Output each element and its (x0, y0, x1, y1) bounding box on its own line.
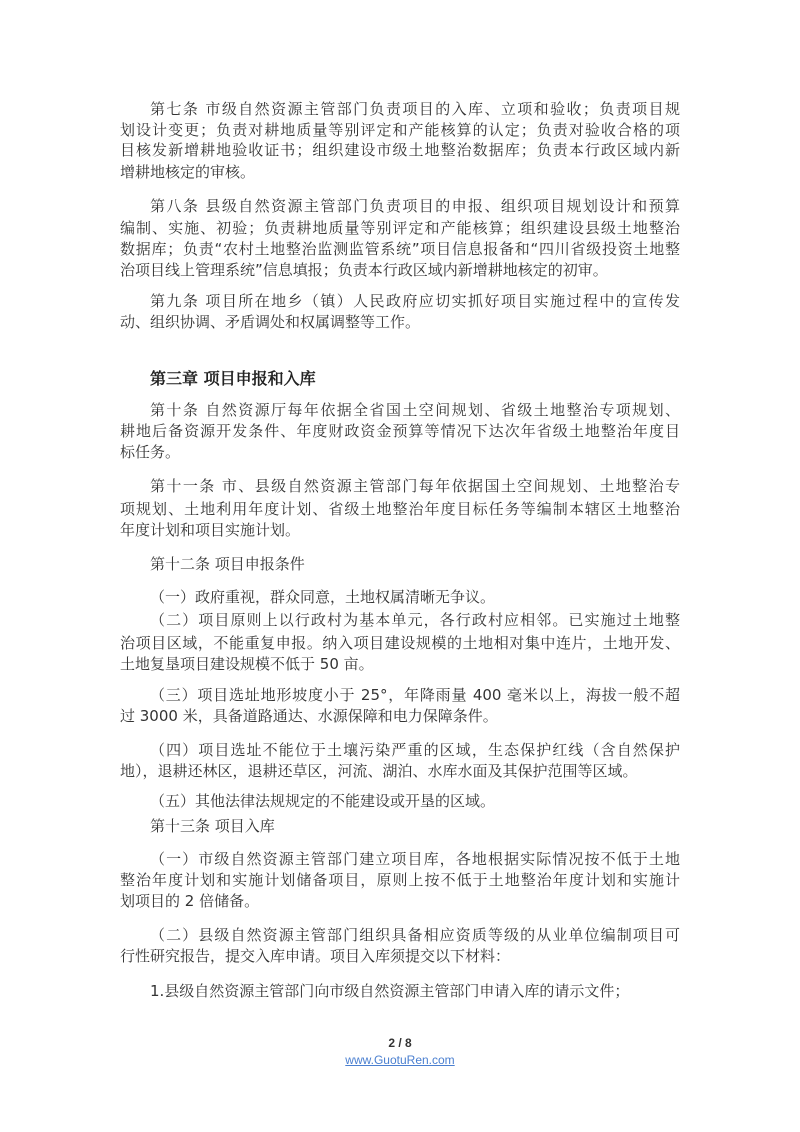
heading-text: 第三章 项目申报和入库 (150, 369, 316, 388)
paragraph-line: 土地复垦项目建设规模不低于 50 亩。 (120, 655, 374, 673)
paragraph-line: 行性研究报告，提交入库申请。项目入库须提交以下材料： (120, 947, 511, 965)
paragraph-line: 耕地后备资源开发条件、年度财政资金预算等情况下达次年省级土地整治年度目 (120, 422, 680, 440)
paragraph-line: 过 3000 米，具备道路通达、水源保障和电力保障条件。 (120, 707, 498, 725)
paragraph-line: （一）政府重视，群众同意，土地权属清晰无争议。 (150, 588, 496, 606)
paragraph-line: （一）市级自然资源主管部门建立项目库，各地根据实际情况按不低于土地 (150, 850, 680, 868)
paragraph-line: 治项目区域，不能重复申报。纳入项目建设规模的土地相对集中连片，土地开发、 (120, 634, 680, 652)
paragraph-line: 第八条 县级自然资源主管部门负责项目的申报、组织项目规划设计和预算 (150, 197, 680, 215)
paragraph-line: （三）项目选址地形坡度小于 25°，年降雨量 400 毫米以上，海拔一般不超 (150, 686, 680, 704)
paragraph-line: 第十二条 项目申报条件 (150, 555, 305, 573)
paragraph-line: 划项目的 2 倍储备。 (120, 892, 260, 910)
paragraph-line: 年度计划和项目实施计划。 (120, 521, 301, 539)
paragraph-line: 第七条 市级自然资源主管部门负责项目的入库、立项和验收；负责项目规 (150, 100, 680, 118)
footer-link[interactable]: www.GuotuRen.com (345, 1053, 455, 1067)
page-number: 2 / 8 (388, 1036, 412, 1050)
paragraph-line: 第十三条 项目入库 (150, 817, 275, 835)
paragraph-line: 目核发新增耕地验收证书；组织建设市级土地整治数据库；负责本行政区域内新 (120, 141, 680, 159)
paragraph-line: （四）项目选址不能位于土壤污染严重的区域，生态保护红线（含自然保护 (150, 741, 680, 759)
paragraph-line: 数据库；负责“农村土地整治监测监管系统”项目信息报备和“四川省级投资土地整 (120, 240, 680, 258)
paragraph-line: （二）项目原则上以行政村为基本单元，各行政村应相邻。已实施过土地整 (150, 611, 680, 629)
paragraph-line: 第十条 自然资源厅每年依据全省国土空间规划、省级土地整治专项规划、 (150, 401, 680, 419)
paragraph-line: 治项目线上管理系统”信息填报；负责本行政区域内新增耕地核定的初审。 (120, 261, 608, 279)
paragraph-line: 1.县级自然资源主管部门向市级自然资源主管部门申请入库的请示文件； (150, 982, 630, 1000)
paragraph-line: 编制、实施、初验；负责耕地质量等别评定和产能核算；组织建设县级土地整治 (120, 219, 680, 237)
paragraph-line: 整治年度计划和实施计划储备项目，原则上按不低于土地整治年度计划和实施计 (120, 871, 680, 889)
paragraph-line: 标任务。 (120, 443, 181, 461)
paragraph-line: 第十一条 市、县级自然资源主管部门每年依据国土空间规划、土地整治专 (150, 477, 680, 495)
paragraph-line: 第九条 项目所在地乡（镇）人民政府应切实抓好项目实施过程中的宣传发 (150, 292, 680, 310)
paragraph-line: 增耕地核定的审核。 (120, 163, 256, 181)
paragraph-line: 项规划、土地利用年度计划、省级土地整治年度目标任务等编制本辖区土地整治 (120, 500, 680, 518)
paragraph-line: （五）其他法律法规规定的不能建设或开垦的区域。 (150, 792, 496, 810)
paragraph-line: 动、组织协调、矛盾调处和权属调整等工作。 (120, 313, 421, 331)
paragraph-line: 划设计变更；负责对耕地质量等别评定和产能核算的认定；负责对验收合格的项 (120, 121, 680, 139)
paragraph-line: （二）县级自然资源主管部门组织具备相应资质等级的从业单位编制项目可 (150, 926, 680, 944)
paragraph-line: 地），退耕还林区，退耕还草区，河流、湖泊、水库水面及其保护范围等区域。 (120, 762, 638, 780)
